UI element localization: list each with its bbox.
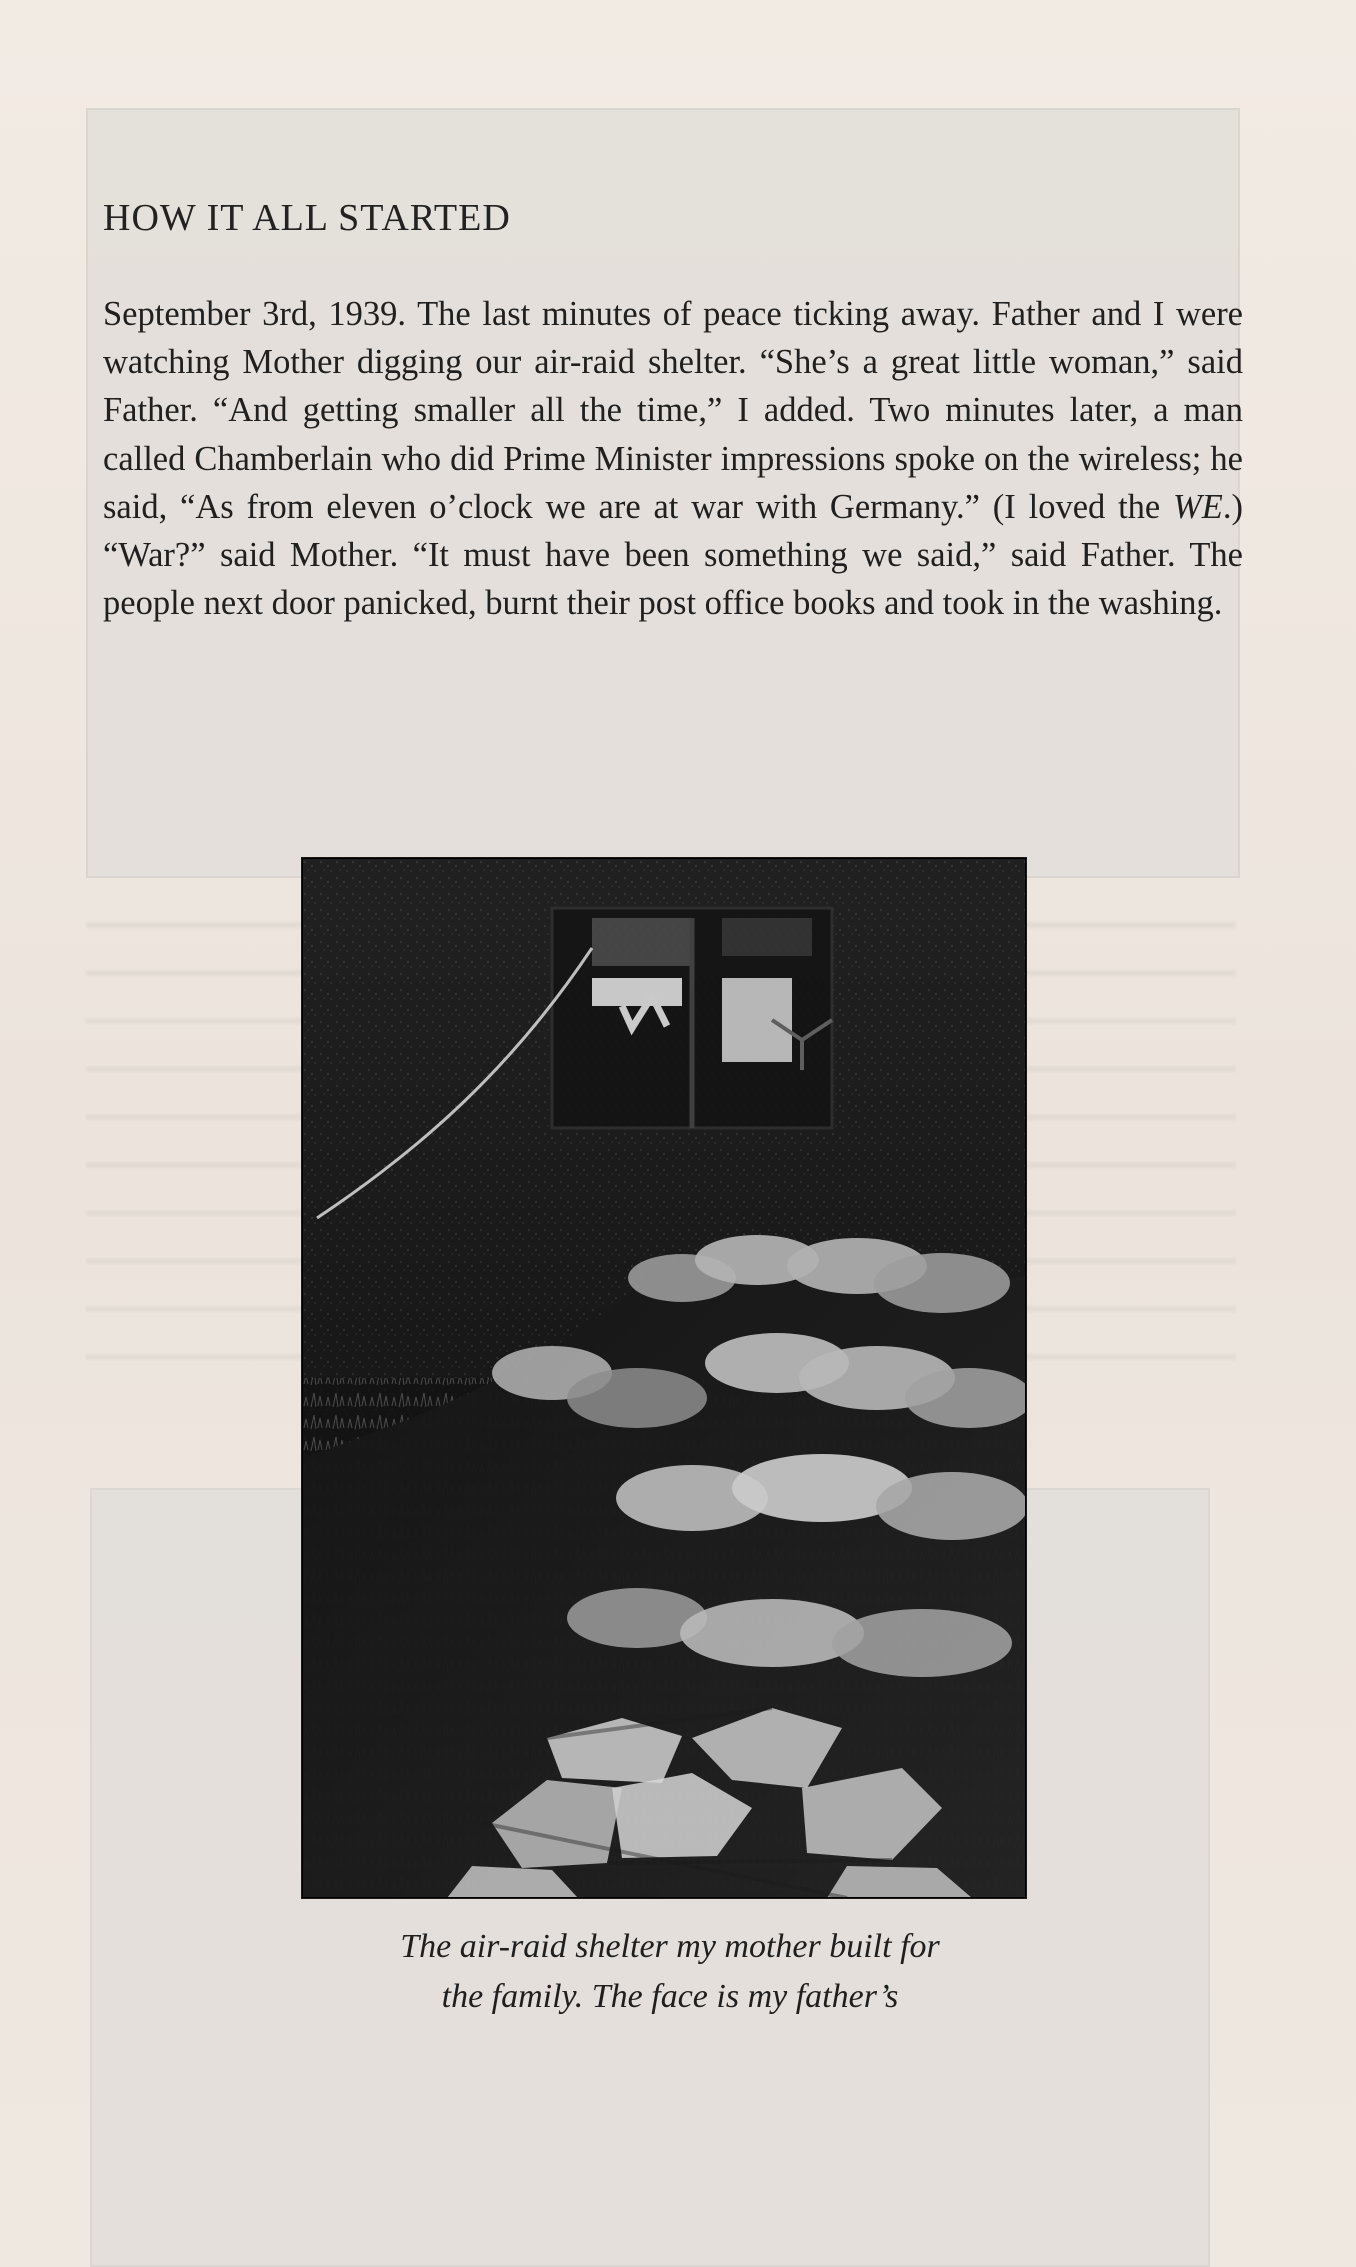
photo-caption: [240, 1922, 1100, 2022]
body-paragraph: [103, 290, 1243, 627]
body-paragraph-part-2: .) “War?” said Mother. “It must have been something we said,” said Father. The people next door panicked, burnt their post office books and took in the washing.: [103, 487, 1243, 623]
chapter-heading: HOW IT ALL STARTED: [103, 197, 511, 239]
air-raid-shelter-photo: [302, 858, 1026, 1898]
photo-caption-line-1: The air-raid shelter my mother built for: [400, 1928, 940, 1965]
photo-caption-line-2: the family. The face is my father’s: [441, 1978, 899, 2015]
emphasis-we: WE: [1173, 487, 1223, 526]
body-paragraph-part-1: September 3rd, 1939. The last minutes of peace ticking away. Father and I were watching Mother digging our air-raid shelter. “She’s a great little woman,” said Father. “And getting smaller all the time,” I added. Two minutes later, a man called Chamberlain who did Prime Minister impressions spoke on the wireless; he said, “As from eleven o’clock we are at war with Germany.” (I loved the: [103, 295, 1243, 526]
house-window: [552, 908, 832, 1128]
photo-illustration: [302, 858, 1026, 1898]
